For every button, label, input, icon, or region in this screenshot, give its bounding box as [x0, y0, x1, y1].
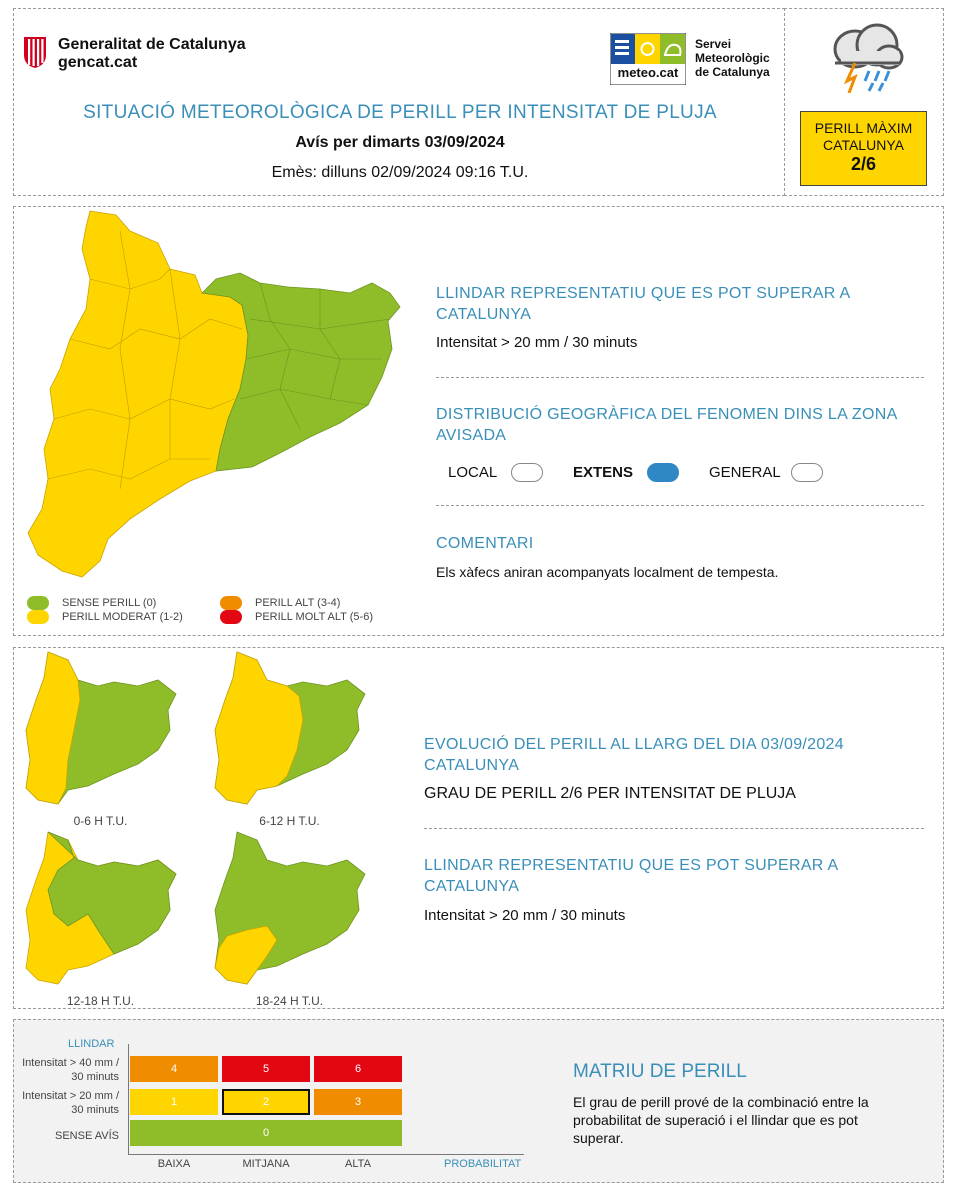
- generalitat-logo-icon: [22, 35, 48, 69]
- service-name: Servei Meteorològic de Catalunya: [695, 37, 770, 79]
- option-general-label: GENERAL: [709, 464, 781, 481]
- matrix-cell-6: 6: [314, 1056, 402, 1082]
- divider: [424, 828, 924, 829]
- header-panel: [13, 8, 785, 196]
- option-local-label: LOCAL: [448, 464, 498, 481]
- matrix-threshold-header: LLINDAR: [68, 1038, 115, 1050]
- legend-swatch-moderate: [27, 610, 49, 624]
- issued-timestamp: Emès: dilluns 02/09/2024 09:16 T.U.: [271, 164, 529, 181]
- forecast-date: Avís per dimarts 03/09/2024: [295, 134, 505, 151]
- evolution-map-18-24: [207, 830, 372, 990]
- evolution-map-6-12: [207, 650, 372, 810]
- comment-title: COMENTARI: [436, 535, 534, 552]
- matrix-col-alta: ALTA: [345, 1158, 371, 1170]
- legend-label-very-high: PERILL MOLT ALT (5-6): [255, 611, 373, 623]
- matrix-cell-3: 3: [314, 1089, 402, 1115]
- matrix-title: MATRIU DE PERILL: [573, 1061, 747, 1082]
- evolution-map-12-18: [18, 830, 183, 990]
- evolution-title: EVOLUCIÓ DEL PERILL AL LLARG DEL DIA 03/09/2024 CATALUNYA: [424, 736, 844, 774]
- evolution-label-12-18: 12-18 H T.U.: [66, 994, 135, 1008]
- meteocat-brand: meteo.cat: [617, 65, 679, 80]
- legend-label-high: PERILL ALT (3-4): [255, 597, 341, 609]
- option-extens-toggle[interactable]: [647, 463, 679, 482]
- evolution-threshold-text: Intensitat > 20 mm / 30 minuts: [424, 907, 626, 924]
- matrix-cell-4: 4: [130, 1056, 218, 1082]
- matrix-cell-5: 5: [222, 1056, 310, 1082]
- legend-swatch-none: [27, 596, 49, 610]
- threshold-title: LLINDAR REPRESENTATIU QUE ES POT SUPERAR A CATALUNYA: [436, 285, 850, 323]
- legend-swatch-very-high: [220, 610, 242, 624]
- max-danger-panel: [784, 8, 944, 196]
- matrix-col-mitjana: MITJANA: [242, 1158, 290, 1170]
- evolution-label-6-12: 6-12 H T.U.: [259, 814, 320, 828]
- matrix-cell-0: 0: [130, 1120, 402, 1146]
- page-title: SITUACIÓ METEOROLÒGICA DE PERILL PER INTENSITAT DE PLUJA: [83, 102, 717, 123]
- map-region-moderate: [28, 211, 248, 577]
- matrix-cell-2-selected: 2: [222, 1089, 310, 1115]
- evolution-label-0-6: 0-6 H T.U.: [73, 814, 128, 828]
- legend-label-none: SENSE PERILL (0): [62, 597, 157, 609]
- matrix-col-baixa: BAIXA: [157, 1158, 191, 1170]
- comment-text: Els xàfecs aniran acompanyats localment de tempesta.: [436, 564, 779, 580]
- evolution-threshold-title: LLINDAR REPRESENTATIU QUE ES POT SUPERAR A CATALUNYA: [424, 857, 838, 895]
- evolution-label-18-24: 18-24 H T.U.: [255, 994, 324, 1008]
- max-danger-badge: PERILL MÀXIM CATALUNYA 2/6: [800, 111, 927, 186]
- matrix-row-label-none: SENSE AVÍS: [55, 1130, 119, 1142]
- option-extens-label: EXTENS: [573, 464, 634, 481]
- catalonia-danger-map: [20, 209, 408, 589]
- matrix-probability-label: PROBABILITAT: [444, 1158, 522, 1170]
- evolution-grade: GRAU DE PERILL 2/6 PER INTENSITAT DE PLUJA: [424, 785, 796, 802]
- danger-matrix-panel: [13, 1019, 944, 1183]
- summary-panel: [13, 206, 944, 636]
- legend-label-moderate: PERILL MODERAT (1-2): [62, 611, 183, 623]
- matrix-cell-1: 1: [130, 1089, 218, 1115]
- matrix-y-axis: [128, 1044, 129, 1154]
- org-name: Generalitat de Catalunya: [58, 36, 246, 53]
- rain-storm-icon: [825, 19, 905, 93]
- option-general-toggle[interactable]: [791, 463, 823, 482]
- matrix-row-label-20: Intensitat > 20 mm / 30 minuts: [22, 1090, 119, 1116]
- divider: [436, 377, 924, 378]
- evolution-map-0-6: [18, 650, 183, 810]
- evolution-panel: [13, 647, 944, 1009]
- threshold-text: Intensitat > 20 mm / 30 minuts: [436, 334, 638, 351]
- matrix-description: El grau de perill prové de la combinació entre la probabilitat de superació i el llindar que es pot superar.: [573, 1094, 869, 1146]
- max-danger-level: 2/6: [850, 154, 877, 174]
- option-local-toggle[interactable]: [511, 463, 543, 482]
- matrix-row-label-40: Intensitat > 40 mm / 30 minuts: [22, 1057, 119, 1083]
- org-site: gencat.cat: [58, 54, 138, 71]
- divider: [436, 505, 924, 506]
- legend-swatch-high: [220, 596, 242, 610]
- matrix-x-axis: [128, 1154, 524, 1155]
- distribution-title: DISTRIBUCIÓ GEOGRÀFICA DEL FENOMEN DINS LA ZONA AVISADA: [436, 406, 897, 444]
